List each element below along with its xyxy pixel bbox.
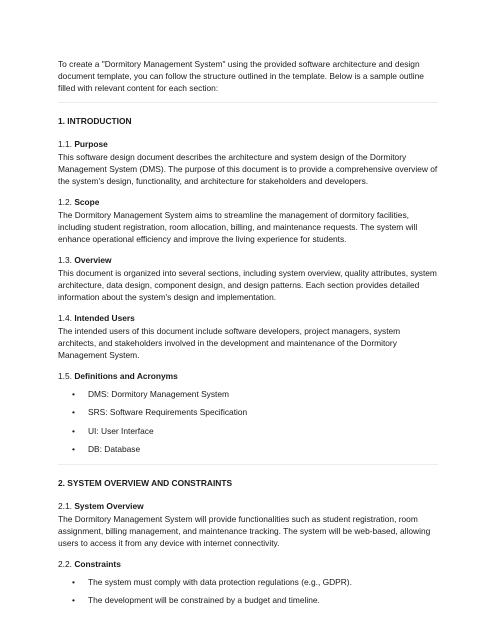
list-item-text: DB: Database bbox=[88, 443, 141, 454]
subsection-title: Purpose bbox=[74, 139, 108, 149]
subsection-heading-system-overview bbox=[58, 500, 438, 512]
subsection-heading-definitions bbox=[58, 370, 438, 382]
definitions-list bbox=[58, 388, 438, 455]
list-item-text: The system must comply with data protection regulations (e.g., GDPR). bbox=[88, 576, 352, 587]
list-item-text: DMS: Dormitory Management System bbox=[88, 389, 230, 399]
bullet-icon: • bbox=[72, 576, 75, 587]
overview-body: This document is organized into several sections, including system overview, quality attributes, system architecture, data design, component design, and design patterns. Each section provides detailed information about the system's design and implementation. bbox=[58, 268, 437, 302]
intro-paragraph: To create a "Dormitory Management System" using the provided software architecture and design document template, you can follow the structure outlined in the template. Below is a sample outline filled with relevant content for each section: bbox=[58, 59, 424, 93]
subsection-heading-purpose bbox=[58, 138, 438, 150]
intended-users-body: The intended users of this document include software developers, project managers, system architects, and stakeholders involved in the development and maintenance of the Dormitory Management System. bbox=[58, 326, 401, 360]
bullet-icon: • bbox=[72, 407, 75, 418]
subsection-number: 1.4. bbox=[58, 313, 72, 323]
subsection-title: System Overview bbox=[74, 500, 144, 511]
bullet-icon: • bbox=[72, 443, 75, 454]
list-item bbox=[58, 443, 438, 455]
list-item-text: UI: User Interface bbox=[88, 425, 154, 436]
bullet-icon: • bbox=[72, 595, 75, 606]
list-item bbox=[58, 594, 438, 606]
section-divider bbox=[58, 464, 438, 465]
subsection-number: 1.5. bbox=[58, 371, 72, 381]
section-divider bbox=[58, 102, 438, 103]
scope-body: The Dormitory Management System aims to streamline the management of dormitory facilities, including student registration, room allocation, billing, and maintenance requests. The system will enhance operational efficiency and improve the living experience for students. bbox=[58, 210, 418, 244]
subsection-heading-intended-users bbox=[58, 312, 438, 324]
bullet-icon: • bbox=[72, 425, 75, 436]
subsection-heading-scope bbox=[58, 196, 438, 208]
purpose-body: This software design document describes the architecture and system design of the Dormitory Management System (DMS). The purpose of this document is to provide a comprehensive overview of the system's design, functionality, and architecture for stakeholders and developers. bbox=[58, 152, 438, 186]
subsection-title: Overview bbox=[74, 255, 112, 265]
list-item bbox=[58, 425, 438, 437]
list-item-text: SRS: Software Requirements Specification bbox=[88, 407, 248, 418]
list-item-text: The development will be constrained by a budget and timeline. bbox=[88, 595, 320, 606]
subsection-title: Intended Users bbox=[74, 313, 135, 323]
section-heading-system-overview: 2. SYSTEM OVERVIEW AND CONSTRAINTS bbox=[58, 477, 233, 488]
subsection-heading-constraints bbox=[58, 558, 438, 570]
subsection-number: 1.1. bbox=[58, 139, 72, 149]
subsection-heading-overview bbox=[58, 254, 438, 266]
section-heading-introduction: 1. INTRODUCTION bbox=[58, 116, 132, 126]
bullet-icon: • bbox=[72, 389, 75, 399]
system-overview-body: The Dormitory Management System will provide functionalities such as student registration, room assignment, billing management, and maintenance tracking. The system will be web-based, allowing users to access it from any device with internet connectivity. bbox=[58, 513, 431, 548]
subsection-number: 2.1. bbox=[58, 500, 72, 511]
subsection-number: 2.2. bbox=[58, 558, 72, 569]
subsection-title: Scope bbox=[74, 197, 100, 207]
list-item bbox=[58, 576, 438, 588]
subsection-number: 1.2. bbox=[58, 197, 72, 207]
list-item bbox=[58, 406, 438, 418]
list-item bbox=[58, 388, 438, 400]
document-page bbox=[58, 58, 438, 612]
constraints-list bbox=[58, 576, 438, 606]
subsection-number: 1.3. bbox=[58, 255, 72, 265]
subsection-title: Constraints bbox=[74, 558, 121, 569]
subsection-title: Definitions and Acronyms bbox=[74, 371, 178, 381]
